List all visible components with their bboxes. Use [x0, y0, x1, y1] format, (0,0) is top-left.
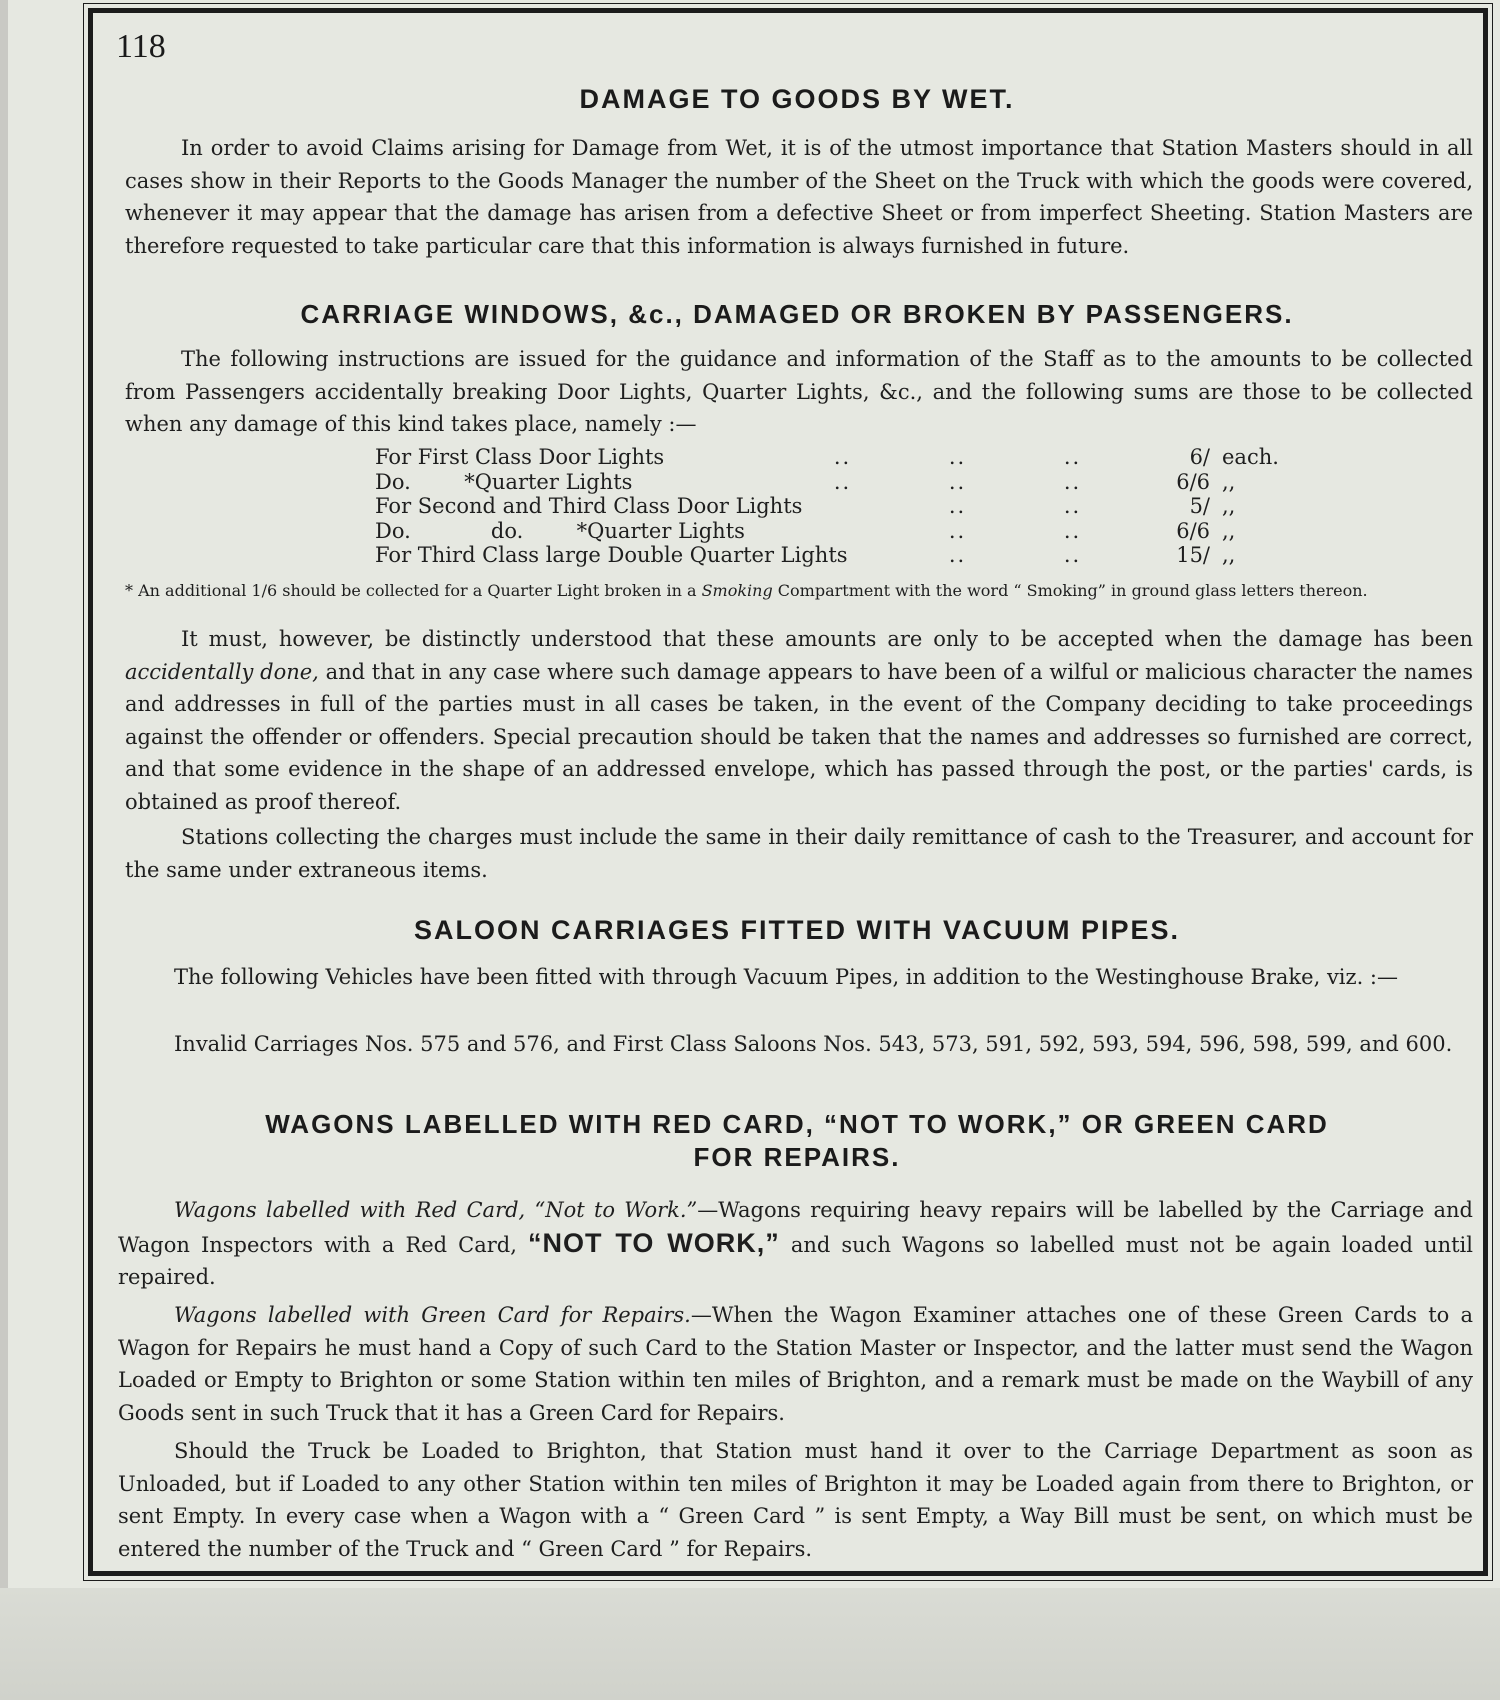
charge-row: [375, 543, 1279, 568]
red-card-text-end: and such Wagons so labelled must not be again loaded until repaired.: [118, 1232, 1473, 1289]
charge-item: Do. *Quarter Lights: [375, 469, 633, 494]
charge-amount: 5/: [1189, 494, 1210, 518]
leader-dots: ..: [833, 445, 852, 469]
charge-row: [375, 494, 1279, 519]
charge-amount: 6/: [1189, 445, 1210, 469]
accidental-suffix: and that in any case where such damage appears to have been of a wilful or malicious character the names and addresses in full of the parties must in all cases be taken, in the event of the Company deciding to take proceedings against the offender or offenders. Special precaution should be taken that the names and addresses so furnished are correct, and that some evidence in the shape of an addressed envelope, which has passed through the post, or the parties' cards, is obtained as proof thereof.: [125, 659, 1473, 814]
charge-item: For Second and Third Class Door Lights: [375, 494, 803, 518]
footnote-italic: Smoking: [701, 581, 773, 600]
charge-unit: each.: [1222, 445, 1279, 469]
wagons-heading: [112, 1108, 1482, 1174]
charge-unit: ,,: [1222, 543, 1236, 567]
wagons-heading-line2: FOR REPAIRS.: [693, 1142, 901, 1172]
leader-dots: ..: [833, 469, 852, 494]
remittance-paragraph: Stations collecting the charges must include the same in their daily remittance of cash to the Treasurer, and account for the same under extraneous items.: [125, 825, 1473, 882]
saloon-vehicles: Invalid Carriages Nos. 575 and 576, and First Class Saloons Nos. 543, 573, 591, 592, 593, 594, 596, 598, 599, and 600.: [174, 1032, 1453, 1056]
leader-dots: ..: [1063, 445, 1082, 469]
leader-dots: ..: [1063, 469, 1082, 494]
green-card-title: Wagons labelled with Green Card for Repairs.: [174, 1303, 691, 1327]
leader-dots: ..: [1063, 543, 1082, 567]
saloon-heading: SALOON CARRIAGES FITTED WITH VACUUM PIPES.: [413, 915, 1180, 945]
charge-item: Do. do. *Quarter Lights: [375, 518, 745, 543]
leader-dots: ..: [948, 445, 967, 469]
footnote: [125, 582, 1473, 599]
leader-dots: ..: [948, 518, 967, 543]
charge-amount: 6/6: [1176, 518, 1210, 543]
charge-unit: ,,: [1222, 518, 1236, 543]
charges-table: [375, 445, 1279, 568]
page-bottom-edge: [0, 1588, 1500, 1700]
charge-amount: 6/6: [1176, 469, 1210, 494]
page-number: 118: [116, 28, 166, 65]
wagons-heading-line1: WAGONS LABELLED WITH RED CARD, “NOT TO WORK,” OR GREEN CARD: [265, 1109, 1329, 1139]
accidental-paragraph: [125, 623, 1473, 818]
accidental-italic: accidentally done,: [125, 659, 319, 684]
charge-unit: ,,: [1222, 469, 1236, 494]
charge-item: For Third Class large Double Quarter Lights: [375, 543, 848, 567]
green-card-paragraph: [118, 1299, 1473, 1429]
charge-row: [375, 470, 1279, 495]
not-to-work-caps: “NOT TO WORK,”: [528, 1227, 780, 1258]
charge-amount: 15/: [1176, 543, 1210, 567]
damage-heading: DAMAGE TO GOODS BY WET.: [579, 84, 1015, 114]
footnote-prefix: * An additional 1/6 should be collected for a Quarter Light broken in a: [125, 581, 702, 600]
windows-heading: CARRIAGE WINDOWS, &c., DAMAGED OR BROKEN BY PASSENGERS.: [300, 299, 1294, 329]
windows-intro: The following instructions are issued for the guidance and information of the Staff as to the amounts to be collected from Passengers accidentally breaking Door Lights, Quarter Lights, &c., and the following sums are those to be collected when any damage of this kind takes place, namely :—: [125, 347, 1473, 436]
charge-item: For First Class Door Lights: [375, 445, 665, 469]
accidental-prefix: It must, however, be distinctly understood that these amounts are only to be accepted when the damage has been: [181, 627, 1473, 651]
leader-dots: ..: [948, 469, 967, 494]
red-card-text: —Wagons requiring heavy repairs will be labelled by the Carriage and Wagon Inspectors with a Red Card,: [118, 1198, 1473, 1257]
red-card-title: Wagons labelled with Red Card, “Not to Work.”: [174, 1198, 698, 1222]
page-content: [112, 22, 1482, 1572]
leader-dots: ..: [1063, 518, 1082, 543]
leader-dots: ..: [1063, 494, 1082, 518]
damage-paragraph: In order to avoid Claims arising for Damage from Wet, it is of the utmost importance that Station Masters should in all cases show in their Reports to the Goods Manager the number of the Sheet on the Truck with which the goods were covered, whenever it may appear that the damage has arisen from a defective Sheet or from imperfect Sheeting. Station Masters are therefore requested to take particular care that this information is always furnished in future.: [125, 136, 1473, 258]
footnote-suffix: Compartment with the word “ Smoking” in ground glass letters thereon.: [772, 581, 1368, 600]
brighton-paragraph: Should the Truck be Loaded to Brighton, that Station must hand it over to the Carriage Department as soon as Unloaded, but if Loaded to any other Station within ten miles of Brighton it may be Loaded again from there to Brighton, or sent Empty. In every case when a Wagon with a “ Green Card ” is sent Empty, a Way Bill must be sent, on which must be entered the number of the Truck and “ Green Card ” for Repairs.: [118, 1439, 1473, 1561]
charge-row: [375, 445, 1279, 470]
red-card-paragraph: [118, 1194, 1473, 1294]
green-card-text: —When the Wagon Examiner attaches one of these Green Cards to a Wagon for Repairs he must hand a Copy of such Card to the Station Master or Inspector, and the latter must send the Wagon Loaded or Empty to Brighton or some Station within ten miles of Brighton, and a remark must be made on the Waybill of any Goods sent in such Truck that it has a Green Card for Repairs.: [118, 1303, 1473, 1425]
leader-dots: ..: [948, 494, 967, 518]
saloon-paragraph: The following Vehicles have been fitted with through Vacuum Pipes, in addition to the Westinghouse Brake, viz. :—: [174, 965, 1399, 989]
charge-row: [375, 519, 1279, 544]
leader-dots: ..: [948, 543, 967, 567]
charge-unit: ,,: [1222, 494, 1236, 518]
